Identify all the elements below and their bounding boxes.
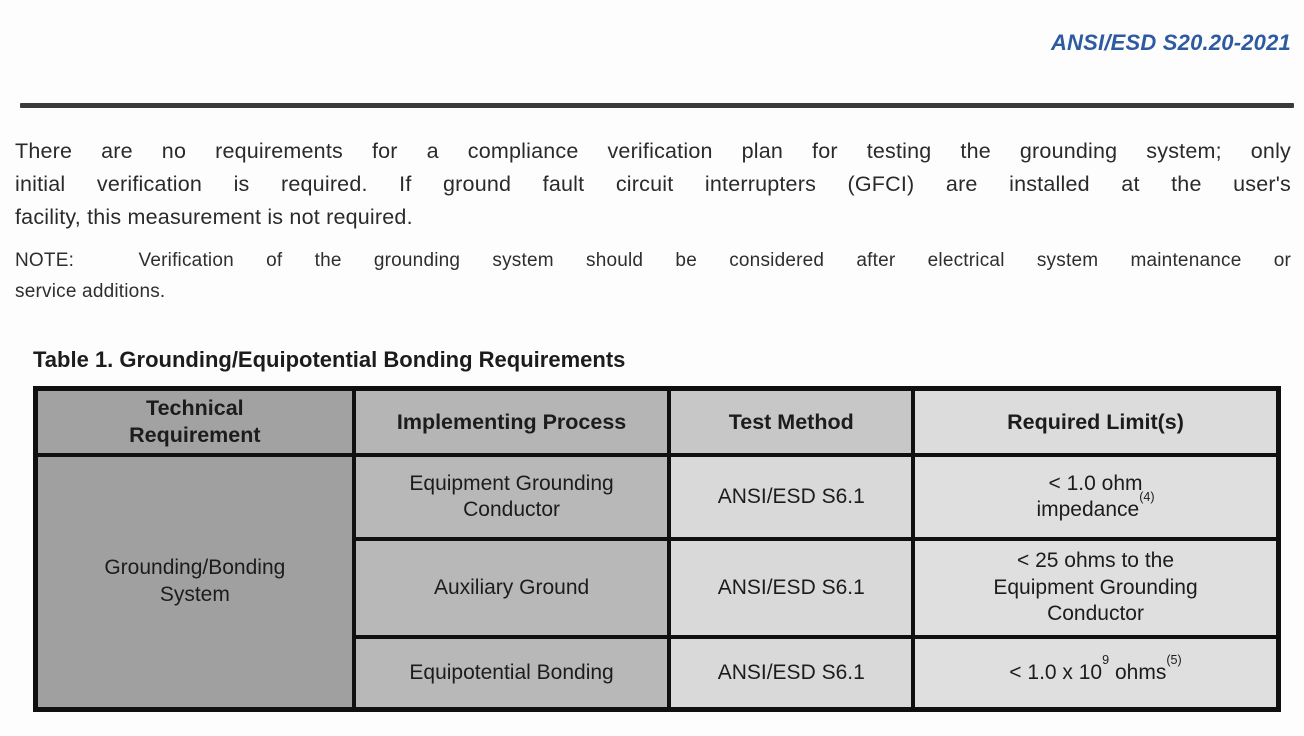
exponent: 9: [1102, 652, 1110, 667]
grounding-requirements-table: [33, 386, 1281, 712]
cell-required-limit: [913, 637, 1278, 709]
limit-line: < 1.0 ohm: [1048, 471, 1143, 495]
limit-unit: ohms: [1109, 660, 1167, 684]
limit-text: impedance: [1036, 498, 1140, 522]
note-paragraph: [15, 245, 1291, 307]
note-line: service additions.: [15, 281, 166, 302]
horizontal-rule: [20, 103, 1294, 108]
cell-required-limit: [913, 539, 1278, 637]
cell-test-method: ANSI/ESD S6.1: [669, 539, 913, 637]
limit-line: [921, 490, 1270, 523]
process-label: Equipment Grounding Conductor: [409, 471, 614, 522]
group-cell-grounding-bonding-system: [36, 455, 354, 709]
cell-implementing-process: Equipotential Bonding: [354, 637, 670, 709]
limit-text: < 1.0 x 10: [1009, 660, 1103, 684]
header-cell-implementing-process: Implementing Process: [354, 389, 670, 456]
body-paragraph: [15, 135, 1291, 234]
table-header-row: [36, 389, 1279, 456]
footnote-marker: (4): [1139, 490, 1155, 505]
paragraph-line: initial verification is required. If ground fault circuit interrupters (GFCI) are installed at the user's: [15, 172, 1291, 196]
cell-implementing-process: Auxiliary Ground: [354, 539, 670, 637]
footnote-marker: (5): [1166, 652, 1182, 667]
limit-text: < 25 ohms to the Equipment Grounding Conductor: [993, 549, 1198, 626]
note-line: NOTE: Verification of the grounding system should be considered after electrical system maintenance or: [15, 250, 1291, 271]
group-label: Grounding/Bonding System: [104, 556, 286, 606]
header-technical-requirement-label: Technical Requirement: [129, 396, 261, 448]
paragraph-line: facility, this measurement is not required.: [15, 205, 413, 229]
doc-reference-header: ANSI/ESD S20.20-2021: [1050, 30, 1291, 55]
cell-required-limit: [913, 455, 1278, 539]
header-cell-test-method: Test Method: [669, 389, 913, 456]
cell-test-method: ANSI/ESD S6.1: [669, 637, 913, 709]
header-cell-required-limits: Required Limit(s): [913, 389, 1278, 456]
cell-test-method: ANSI/ESD S6.1: [669, 455, 913, 539]
header-cell-technical-requirement: [36, 389, 354, 456]
cell-implementing-process: [354, 455, 670, 539]
table-caption: Table 1. Grounding/Equipotential Bonding Requirements: [33, 347, 626, 372]
table-row: [36, 455, 1279, 539]
paragraph-line: There are no requirements for a compliance verification plan for testing the grounding system; only: [15, 139, 1291, 163]
